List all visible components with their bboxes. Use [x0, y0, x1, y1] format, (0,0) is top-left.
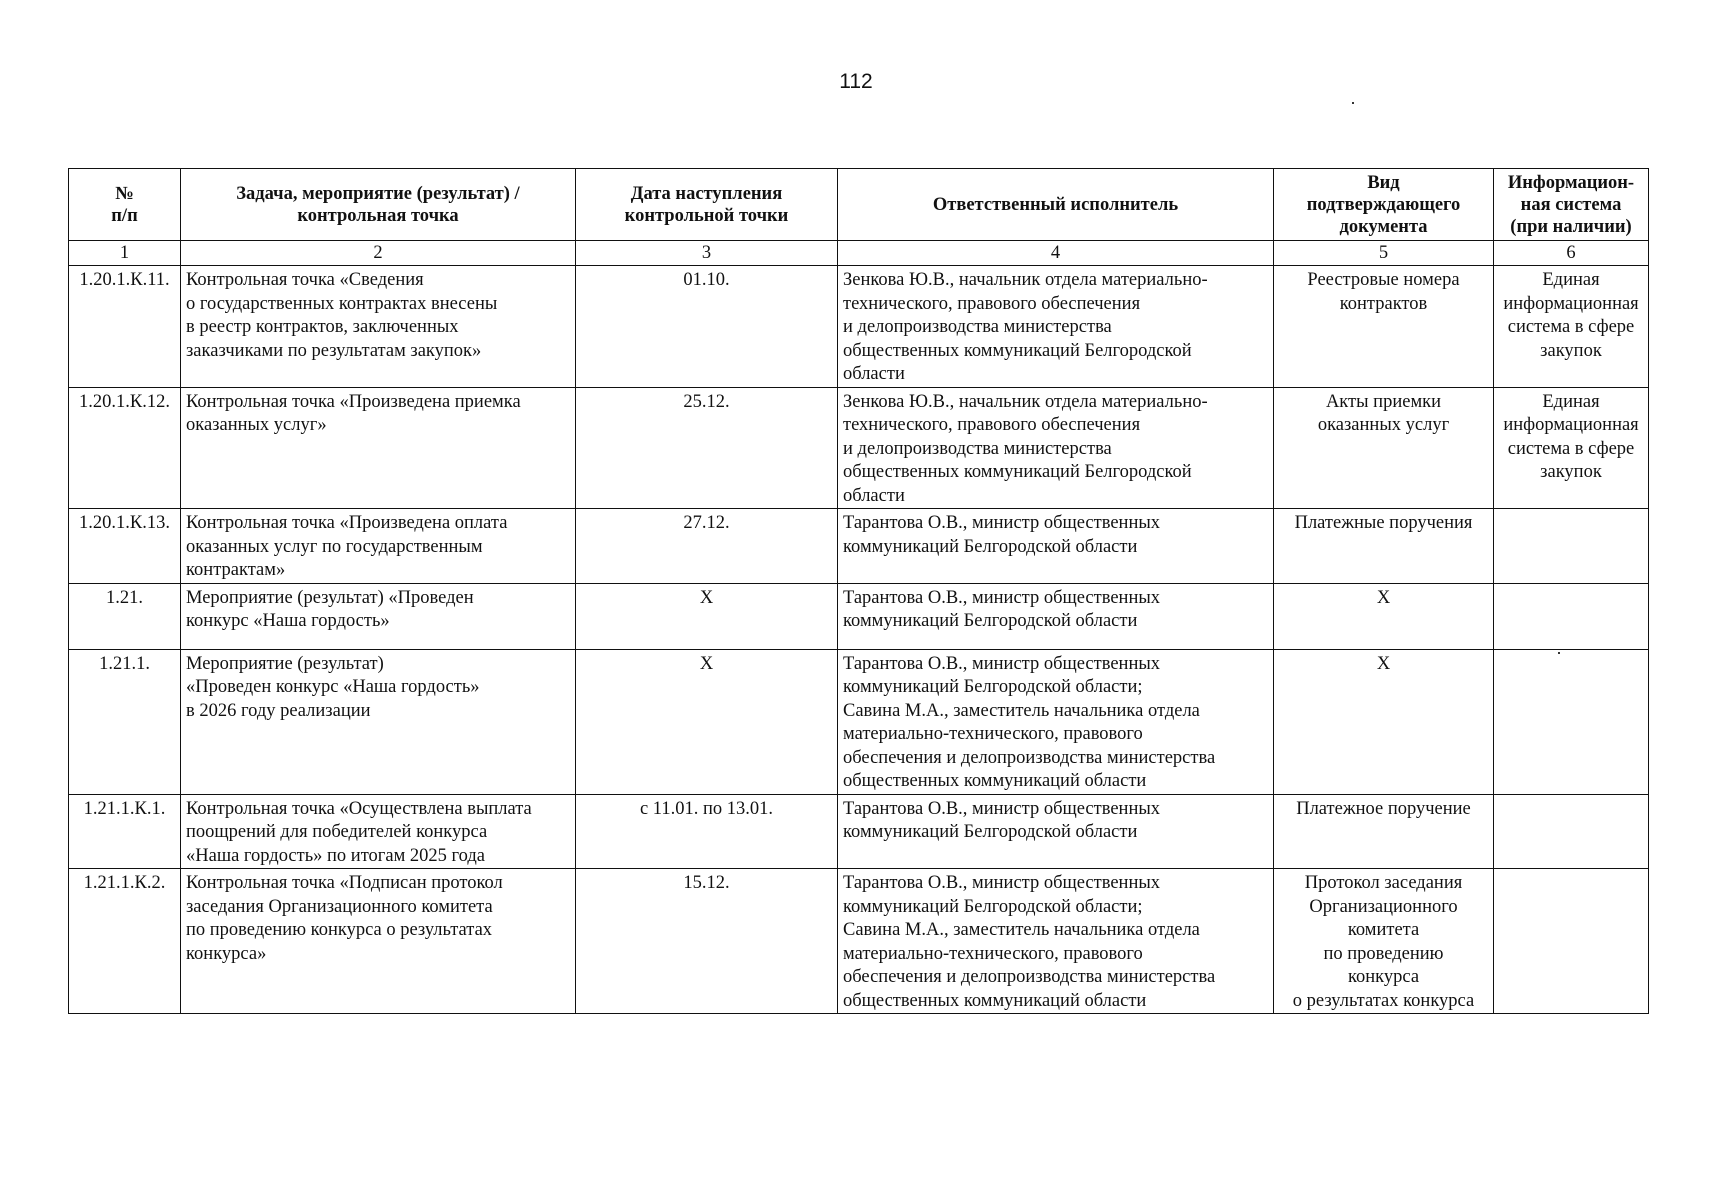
- scan-speck: [1352, 102, 1354, 104]
- text-line: конкурс «Наша гордость»: [186, 611, 390, 631]
- cell-system: [1494, 583, 1649, 649]
- cell-number: 1.20.1.К.11.: [69, 266, 181, 388]
- header-system: [1494, 169, 1649, 241]
- cell-system: [1494, 649, 1649, 794]
- cell-responsible: [838, 266, 1274, 388]
- text-line: документа: [1339, 216, 1428, 237]
- text-line: Дата наступления: [630, 183, 783, 204]
- table-row: [69, 387, 1649, 509]
- column-number: 4: [838, 241, 1274, 266]
- cell-task: [181, 869, 576, 1014]
- text-line: Х: [1376, 653, 1391, 674]
- text-line: оказанных услуг»: [186, 415, 327, 435]
- header-num: [69, 169, 181, 241]
- cell-number: 1.20.1.К.12.: [69, 387, 181, 509]
- text-line: №: [115, 183, 134, 204]
- cell-date: 01.10.: [576, 266, 838, 388]
- text-line: Тарантова О.В., министр общественных: [843, 587, 1161, 608]
- text-line: Савина М.А., заместитель начальника отдела: [843, 920, 1200, 940]
- cell-number: 1.21.1.К.2.: [69, 869, 181, 1014]
- cell-document: [1274, 583, 1494, 649]
- text-line: контрольная точка: [297, 205, 459, 226]
- cell-number: 1.21.: [69, 583, 181, 649]
- text-line: Тарантова О.В., министр общественных: [843, 513, 1161, 533]
- text-line: Мероприятие (результат) «Проведен: [186, 587, 474, 608]
- text-line: Организационного: [1309, 896, 1458, 917]
- column-number: 1: [69, 241, 181, 266]
- text-line: контрактов: [1339, 293, 1428, 314]
- text-line: и делопроизводства министерства: [843, 317, 1112, 337]
- text-line: обеспечения и делопроизводства министерства: [843, 967, 1216, 987]
- text-line: оказанных услуг: [1317, 415, 1450, 435]
- text-line: обеспечения и делопроизводства министерства: [843, 747, 1216, 768]
- text-line: области: [843, 364, 905, 384]
- column-number: 5: [1274, 241, 1494, 266]
- cell-date: с 11.01. по 13.01.: [576, 794, 838, 869]
- text-line: Контрольная точка «Произведена оплата: [186, 513, 508, 533]
- column-number: 3: [576, 241, 838, 266]
- cell-responsible: [838, 794, 1274, 869]
- cell-responsible: [838, 387, 1274, 509]
- cell-date: 15.12.: [576, 869, 838, 1014]
- text-line: Ответственный исполнитель: [932, 194, 1179, 215]
- text-line: Контрольная точка «Осуществлена выплата: [186, 798, 532, 819]
- text-line: (при наличии): [1510, 216, 1632, 237]
- cell-document: [1274, 649, 1494, 794]
- text-line: коммуникаций Белгородской области: [843, 611, 1138, 631]
- cell-date: Х: [576, 649, 838, 794]
- table-row: [69, 583, 1649, 649]
- text-line: закупок: [1540, 462, 1602, 482]
- table-row: [69, 509, 1649, 584]
- cell-number: 1.21.1.К.1.: [69, 794, 181, 869]
- cell-task: [181, 509, 576, 584]
- text-line: Зенкова Ю.В., начальник отдела материально-: [843, 391, 1208, 412]
- text-line: информационная: [1503, 415, 1639, 435]
- control-points-table: [68, 168, 1649, 1014]
- cell-date: Х: [576, 583, 838, 649]
- text-line: «Проведен конкурс «Наша гордость»: [186, 677, 480, 697]
- text-line: общественных коммуникаций области: [843, 990, 1147, 1011]
- text-line: комитета: [1347, 920, 1420, 940]
- text-line: «Наша гордость» по итогам 2025 года: [186, 845, 486, 866]
- cell-task: [181, 266, 576, 388]
- cell-responsible: [838, 869, 1274, 1014]
- table-row: [69, 869, 1649, 1014]
- cell-date: 25.12.: [576, 387, 838, 509]
- text-line: Савина М.А., заместитель начальника отдела: [843, 700, 1200, 721]
- text-line: Акты приемки: [1325, 391, 1442, 412]
- text-line: Платежные поручения: [1294, 513, 1473, 533]
- cell-system: [1494, 794, 1649, 869]
- text-line: общественных коммуникаций Белгородской: [843, 340, 1192, 361]
- cell-number: 1.21.1.: [69, 649, 181, 794]
- text-line: ная система: [1520, 194, 1622, 215]
- text-line: Тарантова О.В., министр общественных: [843, 653, 1161, 674]
- cell-responsible: [838, 509, 1274, 584]
- text-line: Вид: [1367, 172, 1400, 193]
- table-row: [69, 794, 1649, 869]
- text-line: контрольной точки: [624, 205, 789, 226]
- text-line: Единая: [1542, 391, 1600, 412]
- cell-system: [1494, 509, 1649, 584]
- cell-document: [1274, 869, 1494, 1014]
- text-line: Тарантова О.В., министр общественных: [843, 873, 1161, 893]
- header-doc: [1274, 169, 1494, 241]
- cell-document: [1274, 266, 1494, 388]
- column-number: 2: [181, 241, 576, 266]
- text-line: области: [843, 485, 905, 506]
- text-line: заседания Организационного комитета: [186, 896, 493, 917]
- text-line: общественных коммуникаций области: [843, 771, 1147, 791]
- text-line: общественных коммуникаций Белгородской: [843, 462, 1192, 482]
- text-line: в 2026 году реализации: [186, 700, 371, 721]
- cell-document: [1274, 794, 1494, 869]
- text-line: Контрольная точка «Подписан протокол: [186, 873, 503, 893]
- text-line: Протокол заседания: [1304, 873, 1463, 893]
- cell-number: 1.20.1.К.13.: [69, 509, 181, 584]
- text-line: по проведению: [1323, 943, 1444, 964]
- text-line: Задача, мероприятие (результат) /: [236, 183, 520, 204]
- page-number: 112: [839, 70, 873, 93]
- text-line: технического, правового обеспечения: [843, 293, 1141, 314]
- cell-task: [181, 387, 576, 509]
- cell-responsible: [838, 583, 1274, 649]
- cell-task: [181, 794, 576, 869]
- text-line: Мероприятие (результат): [186, 653, 384, 674]
- text-line: система в сфере: [1507, 317, 1635, 337]
- text-line: Единая: [1542, 270, 1600, 290]
- header-date: [576, 169, 838, 241]
- header-task: [181, 169, 576, 241]
- text-line: информационная: [1503, 293, 1639, 314]
- text-line: Информацион-: [1507, 172, 1635, 193]
- column-number-row: [69, 241, 1649, 266]
- text-line: поощрений для победителей конкурса: [186, 822, 488, 842]
- header-row: [69, 169, 1649, 241]
- text-line: коммуникаций Белгородской области;: [843, 677, 1143, 697]
- cell-task: [181, 583, 576, 649]
- text-line: система в сфере: [1507, 438, 1635, 459]
- text-line: по проведению конкурса о результатах: [186, 920, 493, 940]
- text-line: конкурса»: [186, 943, 267, 964]
- text-line: материально-технического, правового: [843, 724, 1143, 744]
- column-number: 6: [1494, 241, 1649, 266]
- text-line: коммуникаций Белгородской области;: [843, 896, 1143, 917]
- text-line: материально-технического, правового: [843, 943, 1143, 964]
- text-line: Х: [1376, 587, 1391, 608]
- text-line: Реестровые номера: [1307, 270, 1460, 290]
- text-line: п/п: [111, 205, 138, 226]
- cell-system: [1494, 387, 1649, 509]
- text-line: коммуникаций Белгородской области: [843, 822, 1138, 842]
- text-line: оказанных услуг по государственным: [186, 536, 483, 557]
- header-responsible: [838, 169, 1274, 241]
- text-line: коммуникаций Белгородской области: [843, 536, 1138, 557]
- text-line: заказчиками по результатам закупок»: [186, 340, 482, 361]
- cell-document: [1274, 509, 1494, 584]
- text-line: Контрольная точка «Произведена приемка: [186, 391, 521, 412]
- text-line: и делопроизводства министерства: [843, 438, 1112, 459]
- text-line: Контрольная точка «Сведения: [186, 270, 424, 290]
- text-line: Тарантова О.В., министр общественных: [843, 798, 1161, 819]
- cell-task: [181, 649, 576, 794]
- table-row: [69, 649, 1649, 794]
- text-line: в реестр контрактов, заключенных: [186, 317, 459, 337]
- cell-system: [1494, 869, 1649, 1014]
- text-line: о государственных контрактах внесены: [186, 293, 498, 314]
- text-line: технического, правового обеспечения: [843, 415, 1141, 435]
- cell-date: 27.12.: [576, 509, 838, 584]
- text-line: контрактам»: [186, 560, 286, 580]
- cell-document: [1274, 387, 1494, 509]
- text-line: подтверждающего: [1306, 194, 1461, 215]
- text-line: о результатах конкурса: [1292, 990, 1475, 1011]
- text-line: Платежное поручение: [1296, 798, 1471, 819]
- cell-responsible: [838, 649, 1274, 794]
- text-line: конкурса: [1347, 967, 1420, 987]
- cell-system: [1494, 266, 1649, 388]
- text-line: Зенкова Ю.В., начальник отдела материально-: [843, 270, 1208, 290]
- table-row: [69, 266, 1649, 388]
- text-line: закупок: [1540, 340, 1602, 361]
